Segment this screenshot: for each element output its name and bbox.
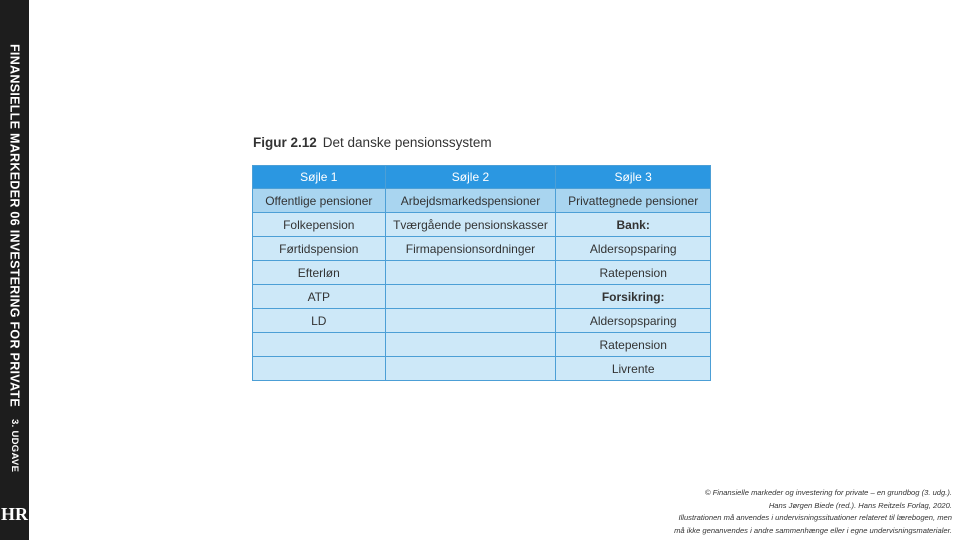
table-row — [253, 261, 711, 285]
table-row — [253, 213, 711, 237]
figure-number: Figur 2.12 — [253, 135, 317, 150]
table-cell: Bank: — [556, 213, 711, 237]
pension-table — [252, 165, 711, 381]
table-cell — [385, 261, 556, 285]
table-cell: Tværgående pensionskasser — [385, 213, 556, 237]
table-cell: Aldersopsparing — [556, 309, 711, 333]
table-cell — [385, 285, 556, 309]
table-row — [253, 309, 711, 333]
table-cell: Livrente — [556, 357, 711, 381]
book-title: FINANSIELLE MARKEDER 06 INVESTERING FOR PRIVATE — [7, 44, 22, 407]
figure-title — [253, 135, 492, 150]
table-cell — [385, 333, 556, 357]
header-row — [253, 166, 711, 189]
table-row — [253, 333, 711, 357]
table-cell — [253, 357, 386, 381]
copyright-line: Illustrationen må anvendes i undervisningssituationer relateret til lærebogen, men — [678, 513, 952, 522]
table-cell — [253, 333, 386, 357]
subheader-row — [253, 189, 711, 213]
column-header: Søjle 3 — [556, 166, 711, 189]
table-row — [253, 357, 711, 381]
sidebar-title — [1, 44, 28, 473]
sidebar — [0, 0, 29, 540]
table-cell: LD — [253, 309, 386, 333]
column-header: Søjle 2 — [385, 166, 556, 189]
edition-label: 3. UDGAVE — [9, 418, 20, 473]
table-row — [253, 285, 711, 309]
subheader-cell: Privattegnede pensioner — [556, 189, 711, 213]
copyright-line: Hans Jørgen Biede (red.). Hans Reitzels Forlag, 2020. — [768, 500, 952, 510]
table-cell: ATP — [253, 285, 386, 309]
table-cell — [385, 357, 556, 381]
subheader-cell: Offentlige pensioner — [253, 189, 386, 213]
table-cell: Firmapensionsordninger — [385, 237, 556, 261]
copyright-line: © Finansielle markeder og investering for private – en grundbog (3. udg.). — [704, 488, 952, 497]
table-cell: Aldersopsparing — [556, 237, 711, 261]
table-cell: Folkepension — [253, 213, 386, 237]
table-cell: Ratepension — [556, 333, 711, 357]
copyright-notice — [592, 487, 952, 537]
table-cell: Forsikring: — [556, 285, 711, 309]
table-cell: Efterløn — [253, 261, 386, 285]
table-cell — [385, 309, 556, 333]
table-cell: Førtidspension — [253, 237, 386, 261]
publisher-logo: HR — [1, 504, 28, 524]
copyright-line: må ikke genanvendes i andre sammenhænge eller i egne undervisningsmaterialer. — [674, 525, 952, 535]
column-header: Søjle 1 — [253, 166, 386, 189]
table-cell: Ratepension — [556, 261, 711, 285]
table-row — [253, 237, 711, 261]
figure-caption: Det danske pensionssystem — [322, 135, 492, 150]
subheader-cell: Arbejdsmarkedspensioner — [385, 189, 556, 213]
